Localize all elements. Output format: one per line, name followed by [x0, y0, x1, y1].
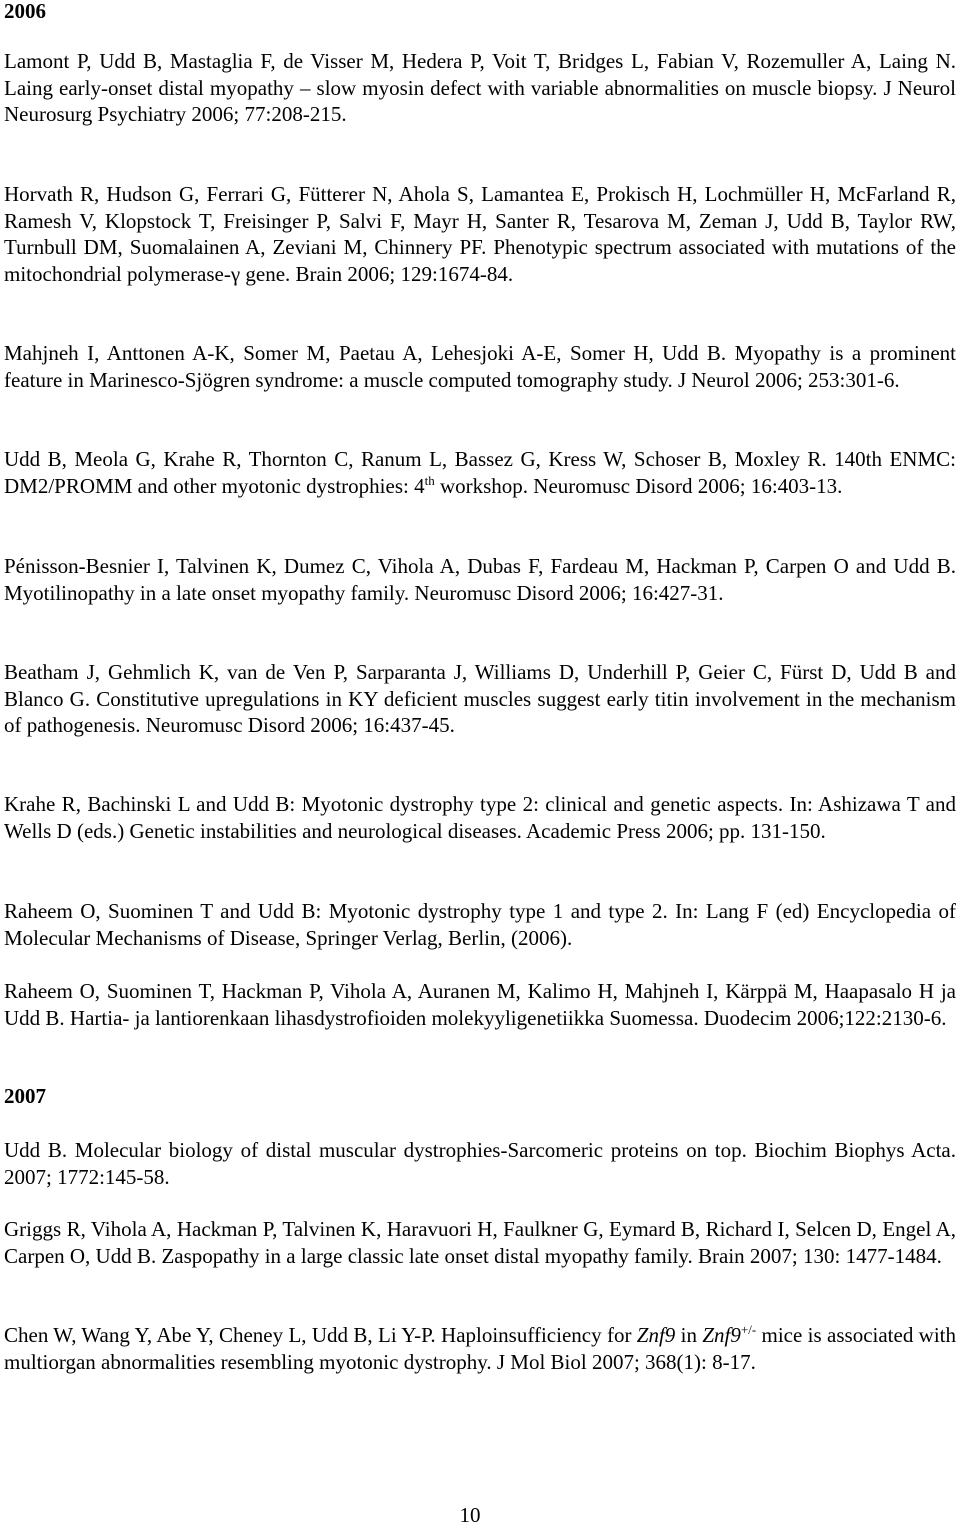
reference-griggs-2007: Griggs R, Vihola A, Hackman P, Talvinen K, Haravuori H, Faulkner G, Eymard B, Richard I, Selcen D, Engel A, Carpen O, Udd B. Zaspopathy in a large classic late onset distal myopathy family. Brain 2007; 130: 1477-1484.: [4, 1217, 956, 1268]
reference-text: Chen W, Wang Y, Abe Y, Cheney L, Udd B, Li Y-P. Haploinsufficiency for: [4, 1323, 637, 1347]
reference-text: in: [675, 1323, 703, 1347]
ordinal-superscript: th: [424, 472, 435, 488]
genotype-superscript: +/-: [740, 1322, 757, 1337]
reference-text: mice is associated with multiorgan abnormalities resembling myotonic dystrophy. J Mol Biol 2007; 368(1): 8-17.: [4, 1323, 957, 1374]
year-heading-2007: 2007: [4, 1084, 46, 1108]
reference-penisson-besnier-2006: Pénisson-Besnier I, Talvinen K, Dumez C, Vihola A, Dubas F, Fardeau M, Hackman P, Carpen O and Udd B. Myotilinopathy in a late onset myopathy family. Neuromusc Disord 2006; 16:427-31.: [4, 554, 956, 605]
reference-mahjneh-2006: Mahjneh I, Anttonen A-K, Somer M, Paetau A, Lehesjoki A-E, Somer H, Udd B. Myopathy is a prominent feature in Marinesco-Sjögren syndrome: a muscle computed tomography study. J Neurol 2006; 253:301-6.: [4, 341, 956, 392]
gene-name: Znf9: [636, 1323, 676, 1347]
reference-beatham-2006: Beatham J, Gehmlich K, van de Ven P, Sarparanta J, Williams D, Underhill P, Geier C, Fürst D, Udd B and Blanco G. Constitutive upregulations in KY deficient muscles suggest early titin involvement in the mechanism of pathogenesis. Neuromusc Disord 2006; 16:437-45.: [4, 660, 956, 737]
reference-udd-2007: Udd B. Molecular biology of distal muscular dystrophies-Sarcomeric proteins on top. Biochim Biophys Acta. 2007; 1772:145-58.: [4, 1138, 956, 1189]
reference-text: Udd B, Meola G, Krahe R, Thornton C, Ranum L, Bassez G, Kress W, Schoser B, Moxley R. 140th ENMC: DM2/PROMM and other myotonic dystrophies: 4: [4, 447, 956, 498]
reference-horvath-2006: Horvath R, Hudson G, Ferrari G, Fütterer N, Ahola S, Lamantea E, Prokisch H, Lochmüller H, McFarland R, Ramesh V, Klopstock T, Freisinger P, Salvi F, Mayr H, Santer R, Tesarova M, Zeman J, Udd B, Taylor RW, Turnbull DM, Suomalainen A, Zeviani M, Chinnery PF. Phenotypic spectrum associated with mutations of the mitochondrial polymerase-γ gene. Brain 2006; 129:1674-84.: [4, 182, 956, 286]
reference-text: workshop. Neuromusc Disord 2006; 16:403-13.: [434, 473, 843, 498]
reference-lamont-2006: Lamont P, Udd B, Mastaglia F, de Visser M, Hedera P, Voit T, Bridges L, Fabian V, Rozemuller A, Laing N. Laing early-onset distal myopathy – slow myosin defect with variable abnormalities on muscle biopsy. J Neurol Neurosurg Psychiatry 2006; 77:208-215.: [4, 49, 956, 126]
gene-name: Znf9: [702, 1323, 741, 1347]
reference-raheem-duodecim-2006: Raheem O, Suominen T, Hackman P, Vihola A, Auranen M, Kalimo H, Mahjneh I, Kärppä M, Haapasalo H ja Udd B. Hartia- ja lantiorenkaan lihasdystrofioiden molekyyligenetiikka Suomessa. Duodecim 2006;122:2130-6.: [4, 979, 956, 1030]
reference-chen-2007: [4, 1322, 956, 1375]
reference-raheem-encyclopedia-2006: Raheem O, Suominen T and Udd B: Myotonic dystrophy type 1 and type 2. In: Lang F (ed) Encyclopedia of Molecular Mechanisms of Disease, Springer Verlag, Berlin, (2006).: [4, 899, 956, 950]
page-number: 10: [459, 1503, 481, 1527]
year-heading-2006: 2006: [4, 0, 46, 23]
reference-udd-enmc-2006: [4, 446, 956, 499]
reference-krahe-2006: Krahe R, Bachinski L and Udd B: Myotonic dystrophy type 2: clinical and genetic aspects. In: Ashizawa T and Wells D (eds.) Genetic instabilities and neurological diseases. Academic Press 2006; pp. 131-150.: [4, 792, 956, 843]
